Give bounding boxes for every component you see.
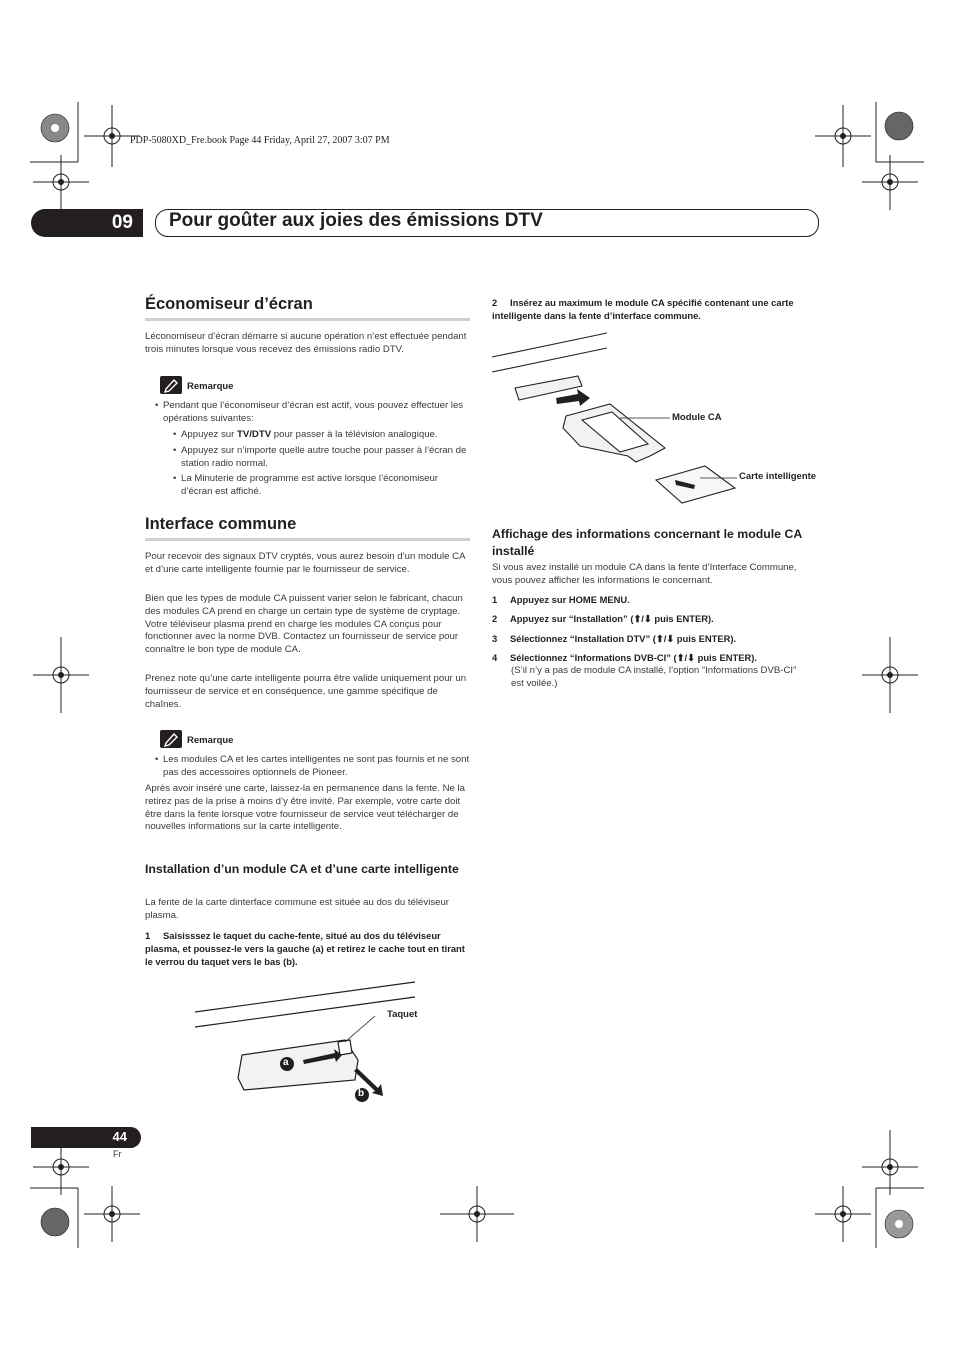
- note-bullet: • Les modules CA et les cartes intelligentes ne sont pas fournis et ne sont pas des accessoires optionnels de Pioneer.: [155, 754, 470, 778]
- print-header: PDP-5080XD_Fre.book Page 44 Friday, April 27, 2007 3:07 PM: [130, 135, 390, 146]
- note-bullet: • Pendant que l’économiseur d’écran est actif, vous pouvez effectuer les opérations suivantes:: [155, 400, 470, 426]
- sub-bullet-text: La Minuterie de programme est active lorsque l’économiseur d’écran est affiché.: [181, 473, 439, 497]
- sub-bullet-text: Appuyez sur n’importe quelle autre touche pour passer à l’écran de station radio normal.: [181, 445, 467, 469]
- step-number: 2: [492, 297, 498, 308]
- sub-bullet-text: pour passer à la télévision analogique.: [271, 429, 438, 440]
- step-text: Sélectionnez “Informations DVB-CI” (⬆/⬇ puis ENTER).: [510, 652, 757, 663]
- info-step-1: [492, 594, 817, 607]
- marker-a: a: [283, 1057, 289, 1068]
- step-text: Appuyez sur “Installation” (⬆/⬇ puis ENTER).: [510, 613, 714, 624]
- step-number: 3: [492, 633, 498, 644]
- page-number: 44: [112, 1129, 127, 1144]
- note-bullet-text: Les modules CA et les cartes intelligentes ne sont pas fournis et ne sont pas des accessoires optionnels de Pioneer.: [163, 754, 470, 778]
- note-label: Remarque: [187, 735, 234, 746]
- step-text: Saisisssez le taquet du cache-fente, situé au dos du téléviseur plasma, et poussez-le vers la gauche (a) et retirez le cache tout en tirant le verrou du taquet vers le bas (b).: [145, 930, 465, 967]
- taquet-callout: Taquet: [387, 1009, 418, 1020]
- step-number: 1: [492, 594, 498, 605]
- common-interface-heading: Interface commune: [145, 515, 297, 533]
- step-number: 4: [492, 652, 498, 663]
- info-step-3: [492, 633, 817, 646]
- step-4-note: (S’il n’y a pas de module CA installé, l’option “Informations DVB-CI” est voilée.): [511, 665, 797, 689]
- info-step-2: [492, 613, 817, 626]
- chapter-title: Pour goûter aux joies des émissions DTV: [169, 210, 543, 231]
- chapter-number: 09: [111, 212, 133, 233]
- step-text: Appuyez sur HOME MENU.: [510, 594, 630, 605]
- screensaver-heading: Économiseur d’écran: [145, 295, 313, 313]
- step-text: Sélectionnez “Installation DTV” (⬆/⬇ puis ENTER).: [510, 633, 737, 644]
- marker-b: b: [358, 1088, 365, 1099]
- paragraph: Prenez note qu’une carte intelligente pourra être valide uniquement pour un fournisseur de service et en conséquence, une gamme spécifique de chaînes.: [145, 673, 467, 710]
- smart-card-callout: Carte intelligente: [739, 471, 817, 482]
- sub-bullet: • Appuyez sur TV/DTV pour passer à la télévision analogique.: [173, 429, 438, 440]
- info-heading: Affichage des informations concernant le module CA installé: [492, 527, 802, 558]
- step-text: Insérez au maximum le module CA spécifié contenant une carte intelligente dans la fente d’interface commune.: [492, 297, 794, 321]
- paragraph: Après avoir inséré une carte, laissez-la en permanence dans la fente. Ne la retirez pas de la prise à moins d’y être invité. Par exemple, votre carte doit être dans la fente lorsque votre fournisseur de service veut télécharger de nouvelles informations sur la carte intelligente.: [145, 783, 465, 833]
- paragraph: Bien que les types de module CA puissent varier selon le fabricant, chacun des modules CA prend en charge un certain type de système de cryptage. Votre téléviseur plasma prend en charge les modules CA conçus pour fonctionner avec la norme DVB. Contactez un fournisseur de service pour connaître le bon type de module CA.: [145, 593, 463, 656]
- paragraph: La fente de la carte dinterface commune est située au dos du téléviseur plasma.: [145, 897, 449, 921]
- info-step-4: [492, 652, 817, 665]
- step-number: 2: [492, 613, 498, 624]
- language-code: Fr: [113, 1149, 122, 1159]
- paragraph: Si vous avez installé un module CA dans la fente d’Interface Commune, vous pouvez afficher les informations le concernant.: [492, 562, 797, 586]
- sub-bullet: • Appuyez sur n’importe quelle autre touche pour passer à l’écran de station radio normal.: [173, 445, 467, 469]
- note-label: Remarque: [187, 381, 234, 392]
- paragraph: Pour recevoir des signaux DTV cryptés, vous aurez besoin d’un module CA et d’une carte intelligente fournie par le fournisseur de service.: [145, 551, 465, 575]
- key-label: TV/DTV: [237, 429, 272, 440]
- sub-bullet-text: Appuyez sur: [181, 429, 237, 440]
- module-ca-callout: Module CA: [672, 412, 722, 423]
- note-bullet-text: Pendant que l’économiseur d’écran est actif, vous pouvez effectuer les opérations suivantes:: [163, 400, 464, 424]
- step-number: 1: [145, 930, 151, 941]
- screensaver-intro: Léconomiseur d’écran démarre si aucune opération n’est effectuée pendant trois minutes lorsque vous recevez des émissions radio DTV.: [145, 331, 467, 355]
- page-number-tab: [31, 1127, 141, 1148]
- install-heading: Installation d’un module CA et d’une carte intelligente: [145, 862, 459, 876]
- sub-bullet: • La Minuterie de programme est active lorsque l’économiseur d’écran est affiché.: [173, 473, 468, 499]
